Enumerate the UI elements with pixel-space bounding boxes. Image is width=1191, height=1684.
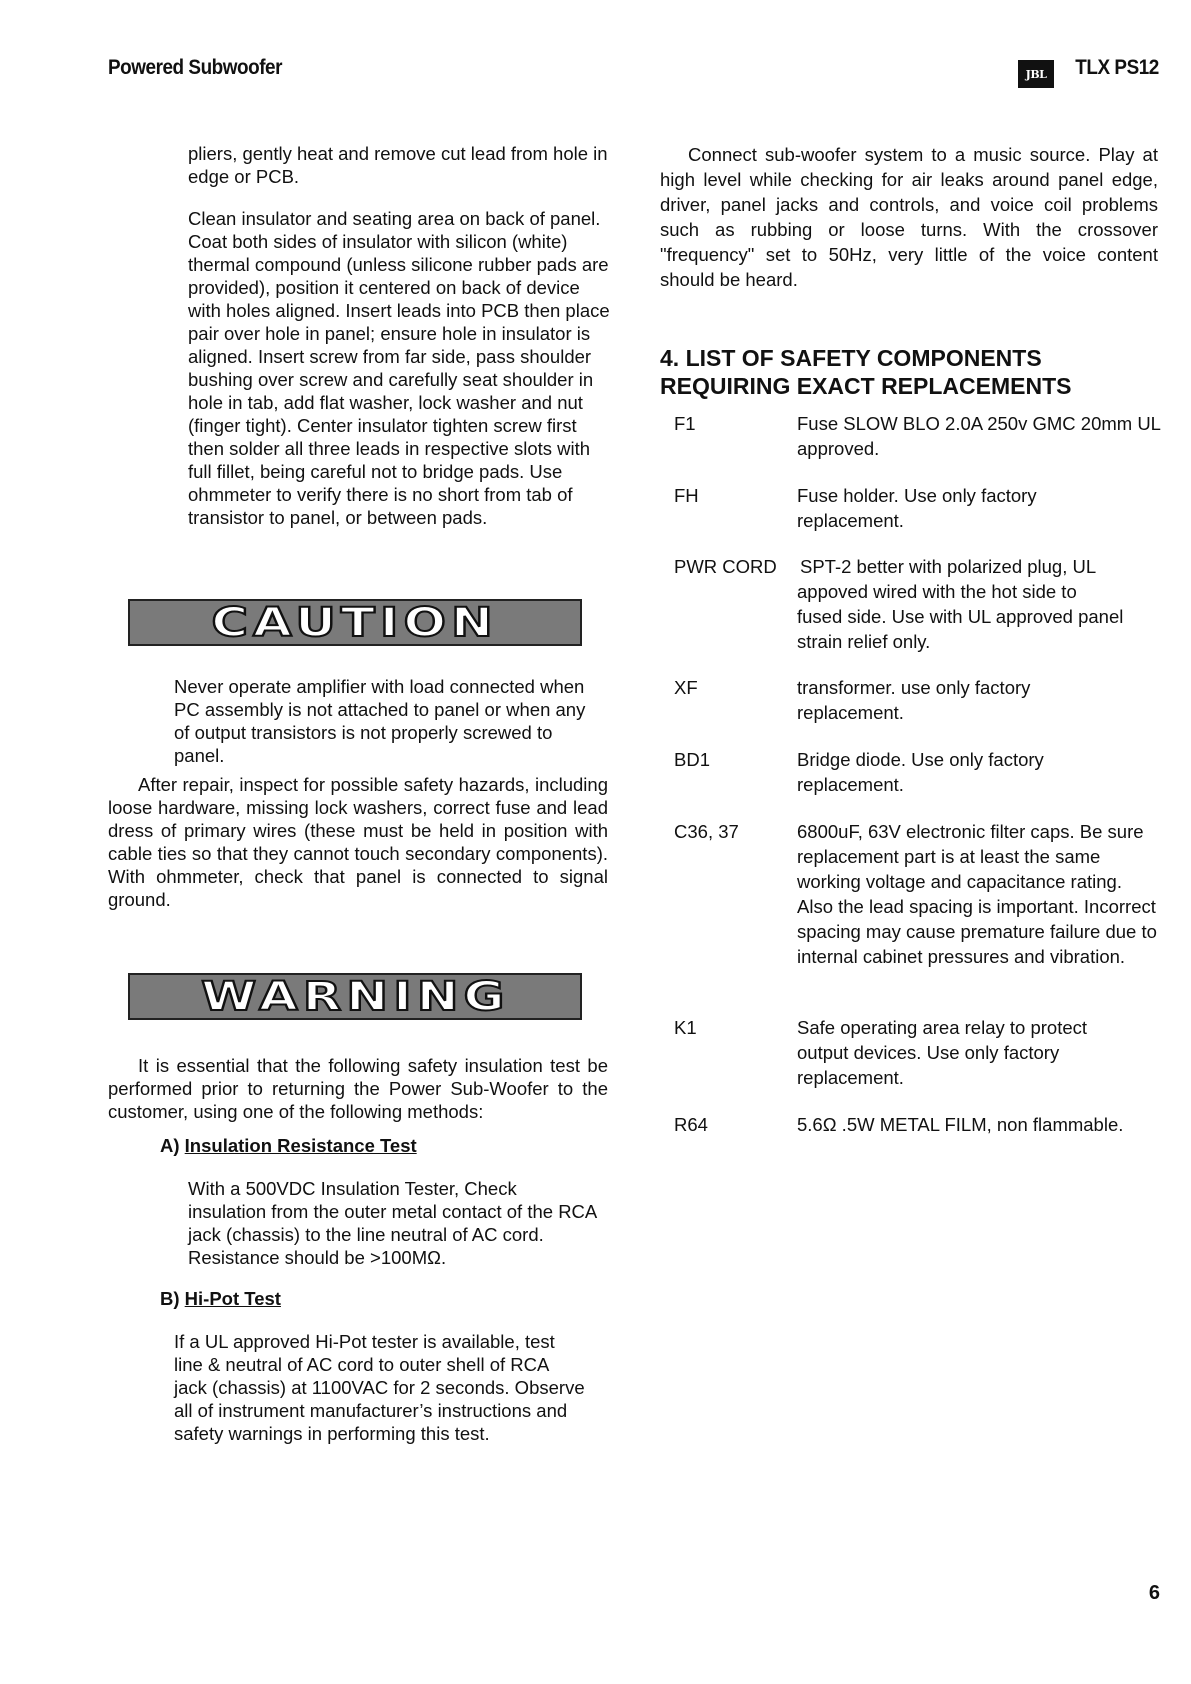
caution-banner [128,599,582,646]
page-number: 6 [1148,1582,1160,1604]
component-ref: K1 [674,1017,697,1038]
test-b-text: If a UL approved Hi-Pot tester is available, test line & neutral of AC cord to outer shell of RCA jack (chassis) at 1100VAC for 2 seconds. Observe all of instrument manufacturer’s instructions and safety warnings in performing this test. [174,1331,585,1444]
section-title-line2: REQUIRING EXACT REPLACEMENTS [660,373,1072,399]
warning-intro: It is essential that the following safety insulation test be performed prior to returning the Power Sub-Woofer to the customer, using one of the following methods: [108,1055,608,1122]
model-name: TLX PS12 [1075,56,1159,79]
test-a-text: With a 500VDC Insulation Tester, Check insulation from the outer metal contact of the RCA jack (chassis) to the line neutral of AC cord. Resistance should be >100MΩ. [188,1178,597,1268]
test-b-title: Hi-Pot Test [184,1288,281,1309]
component-desc: Bridge diode. Use only factory replacement. [797,749,1044,795]
component-desc: 5.6Ω .5W METAL FILM, non flammable. [797,1114,1124,1135]
component-ref: FH [674,485,699,506]
test-b-heading [160,1288,281,1310]
test-a-title: Insulation Resistance Test [184,1135,417,1156]
test-b-prefix: B) [160,1288,180,1309]
header-title: Powered Subwoofer [108,56,283,79]
paragraph-insulator-procedure: Clean insulator and seating area on back of panel. Coat both sides of insulator with silicon (white) thermal compound (unless silicone rubber pads are provided), position it centered on back of device with holes aligned. Insert leads into PCB then place pair over hole in panel; ensure hole in insulator is aligned. Insert screw from far side, pass shoulder bushing over screw and carefully seat shoulder in hole in tab, add flat washer, lock washer and nut (finger tight). Center insulator tighten screw first then solder all three leads in respective slots with full fillet, being careful not to bridge pads. Use ohmmeter to verify there is no short from tab of transistor to panel, or between pads. [188,208,610,528]
component-ref: PWR CORD [674,556,777,577]
warning-banner [128,973,582,1020]
caution-label: CAUTION [211,599,499,646]
component-desc: 6800uF, 63V electronic filter caps. Be sure replacement part is at least the same working voltage and capacitance rating. Also the lead spacing is important. Incorrect spacing may cause premature failure due to internal cabinet pressures and vibration. [797,821,1157,967]
component-ref: F1 [674,413,696,434]
connect-paragraph: Connect sub-woofer system to a music source. Play at high level while checking for air leaks around panel edge, driver, panel jacks and controls, and voice coil problems such as rubbing or loose turns. With the crossover "frequency" set to 50Hz, very little of the voice content should be heard. [660,144,1158,290]
component-ref: XF [674,677,698,698]
component-desc: Safe operating area relay to protect output devices. Use only factory replacement. [797,1017,1088,1088]
component-ref: BD1 [674,749,710,770]
component-desc: transformer. use only factory replacement. [797,677,1031,723]
component-desc: SPT-2 better with polarized plug, UL appoved wired with the hot side to fused side. Use with UL approved panel strain relief only. [797,556,1124,652]
section-title [660,344,1071,400]
caution-text: Never operate amplifier with load connected when PC assembly is not attached to panel or when any of output transistors is not properly screwed to panel. [174,676,586,766]
test-a-prefix: A) [160,1135,180,1156]
after-repair-paragraph: After repair, inspect for possible safety hazards, including loose hardware, missing lock washers, correct fuse and lead dress of primary wires (these must be held in position with cable ties so that they cannot touch secondary components). With ohmmeter, check that panel is connected to signal ground. [108,774,608,910]
section-title-line1: 4. LIST OF SAFETY COMPONENTS [660,345,1042,371]
warning-label: WARNING [200,973,510,1020]
component-ref: R64 [674,1114,708,1135]
test-a-heading [160,1135,417,1157]
component-desc: Fuse SLOW BLO 2.0A 250v GMC 20mm UL approved. [797,413,1161,459]
component-desc: Fuse holder. Use only factory replacement. [797,485,1037,531]
paragraph-pliers: pliers, gently heat and remove cut lead from hole in edge or PCB. [188,143,608,187]
component-ref: C36, 37 [674,821,739,842]
jbl-logo: JBL [1018,60,1054,88]
